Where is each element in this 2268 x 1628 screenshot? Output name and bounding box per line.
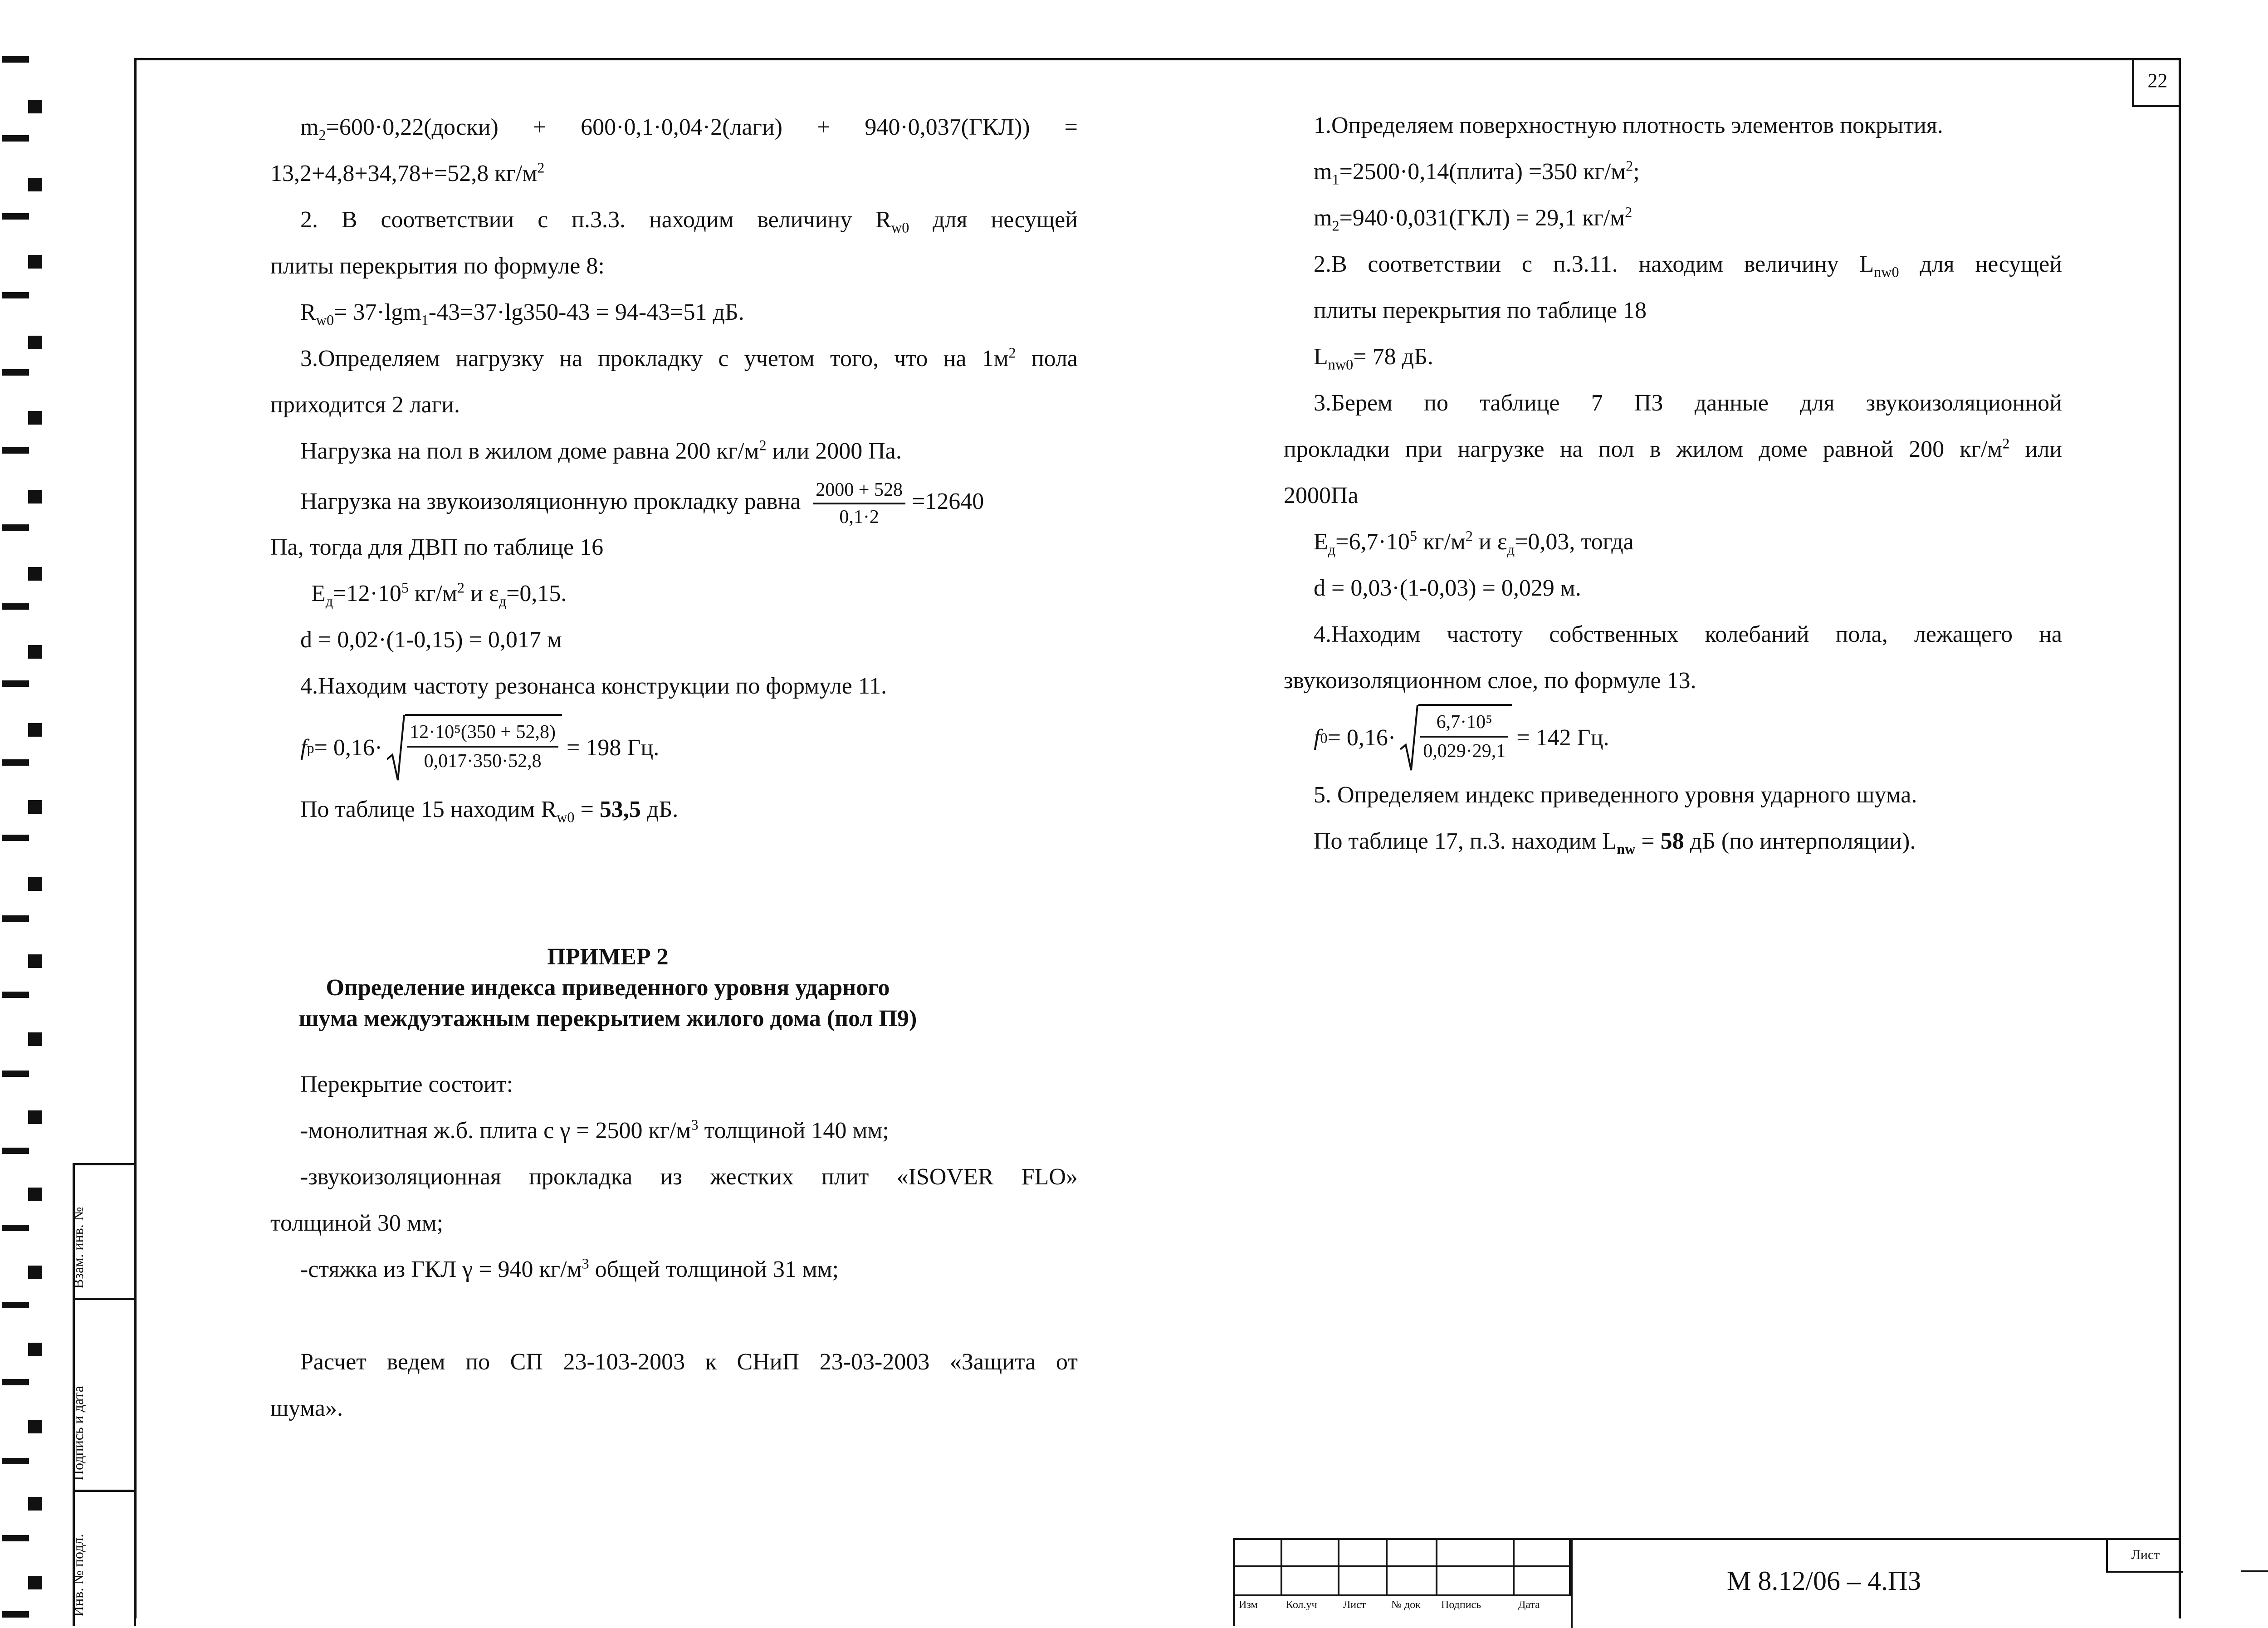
binding-mark [2,1379,29,1385]
tb-cell [1437,1540,1515,1567]
sheet-number-text: 22 [2147,69,2168,92]
binding-mark [28,723,42,737]
binding-mark [28,877,42,891]
superscript: 2 [1626,157,1633,174]
text: = 78 дБ. [1353,344,1433,370]
text: По таблице 15 находим R [300,797,557,822]
text: = 0,16· [1327,725,1396,751]
text: 5. Определяем индекс приведенного уровня ударного шума. [1314,782,1917,808]
binding-mark [28,1110,42,1124]
text: d = 0,02·(1-0,15) = 0,017 м [300,627,562,653]
sheet-label: Лист [2131,1547,2160,1562]
text: 13,2+4,8+34,78+=52,8 кг/м [270,161,538,186]
binding-mark [2,213,29,220]
right-column [1284,103,2062,865]
denominator: 0,017·350·52,8 [424,751,542,772]
text: Нагрузка на звукоизоляционную прокладку равна [300,489,801,514]
example-title: ПРИМЕР 2 [547,944,669,970]
step-2-line [270,197,1078,243]
binding-mark [28,1343,42,1356]
formula-f0: f 0 = 0,16· $\frac{\text{6,7·10⁵}}{0,029\cdot 29,1}$ = 142 Гц. [1284,704,2062,772]
binding-mark [28,1266,42,1279]
superscript: 2 [1625,204,1633,220]
text: d = 0,03·(1-0,03) = 0,029 м. [1314,575,1581,601]
denominator: 0,029·29,1 [1423,741,1506,762]
text: =0,15. [506,581,567,606]
binding-mark [28,490,42,504]
radicand [1418,704,1512,772]
text: m [300,114,319,140]
tb-cell [1282,1567,1339,1596]
tb-cell [1282,1540,1339,1567]
text: общей толщиной 31 мм; [589,1256,839,1282]
text: для несущей [1899,251,2062,277]
text: ; [1633,159,1640,185]
text: -43=37·lg350-43 = 94-43=51 дБ. [428,299,744,325]
denominator: 0,1·2 [839,507,879,528]
formula-m2 [1284,195,2062,241]
subscript: 1 [421,312,429,328]
tb-cell [1388,1540,1437,1567]
text: -стяжка из ГКЛ γ = 940 кг/м [300,1256,582,1282]
text: = 198 Гц. [567,735,660,761]
step-2-line-2 [270,243,1078,289]
stamp-inv [70,1490,136,1626]
subscript: д [1328,541,1336,558]
sheet-label-box [2106,1540,2183,1573]
step-3-line-2 [270,382,1078,428]
text: прокладки при нагрузке на пол в жилом доме равной 200 кг/м [1284,436,2003,462]
text: 2. В соответствии с п.3.3. находим величину R [300,207,891,233]
text: толщиной 140 мм; [698,1118,889,1144]
text: = 37·lgm [334,299,421,325]
text: =600·0,22(доски) + 600·0,1·0,04·2(лаги) + 940·0,037(ГКЛ)) = [326,114,1078,140]
superscript: 5 [1409,528,1417,544]
binding-edge [0,0,59,1626]
binding-mark [28,178,42,191]
binding-mark [2,1302,29,1308]
binding-mark [28,954,42,968]
step-2 [1284,241,2062,288]
binding-mark [28,100,42,113]
left-column [270,104,1078,833]
text: 3.Берем по таблице 7 ПЗ данные для звукоизоляционной [1314,390,2062,416]
binding-mark [2,369,29,376]
binding-mark [2,603,29,610]
binding-mark [2,680,29,687]
square-root [387,714,562,782]
text: и ε [464,581,499,606]
binding-mark [2,1148,29,1154]
binding-mark [2,1458,29,1464]
text: или [2009,436,2063,462]
tb-col-label: Кол.уч [1286,1599,1317,1611]
subscript: д [1507,541,1515,558]
text: кг/м [1422,529,1466,555]
example-subtitle: шума междуэтажным перекрытием жилого дома (пол П9) [298,1006,917,1032]
numerator: 2000 + 528 [813,477,905,504]
document-code: М 8.12/06 – 4.ПЗ [1727,1566,1921,1596]
stamp-label: Инв. № подл. [70,1534,86,1617]
text: Перекрытие состоит: [300,1071,513,1097]
text: =0,03, тогда [1515,529,1634,555]
radicand [405,714,562,782]
tb-cell [1235,1567,1282,1596]
subscript: w0 [891,219,909,236]
text: L [1314,344,1328,370]
tb-divider [1571,1540,1573,1628]
standard-ref [270,1339,1078,1385]
text: E [1314,529,1328,555]
formula-m1 [1284,149,2062,195]
text: 2000Па [1284,483,1359,508]
load-layer [270,474,1078,528]
title-block [1233,1538,2181,1626]
text: для несущей [909,207,1078,233]
binding-mark [2,915,29,922]
fraction [813,477,905,530]
example-body [270,1061,1078,1432]
ed-values [270,571,1078,617]
text: =2500·0,14(плита) =350 кг/м [1339,159,1626,185]
text: 3.Определяем нагрузку на прокладку с учетом того, что на 1м [300,346,1009,372]
text: дБ. [640,797,679,822]
binding-mark [2,1225,29,1231]
superscript: 3 [691,1116,699,1133]
text: 2.В соответствии с п.3.11. находим величину L [1314,251,1874,277]
text: кг/м [414,581,457,606]
formula-fp: f р = 0,16· $\frac{\text{12·10⁵(350 + 52,8)}}{0,017\cdot 350\cdot 52,8}$ = 198 Гц. [270,709,1078,787]
text: = [1635,828,1661,854]
superscript: 2 [457,579,465,596]
step-4-cont [1284,658,2062,704]
text: приходится 2 лаги. [270,392,460,418]
stamp-label: Подпись и дата [70,1386,86,1481]
step-4 [1284,611,2062,658]
title-block-grid [1235,1540,1571,1628]
tb-col-label: Изм [1239,1599,1258,1611]
text: По таблице 17, п.3. находим L [1314,828,1617,854]
binding-mark [2,1611,29,1618]
stamp-podpis [70,1298,136,1492]
radical-icon [387,714,405,782]
composition-item [270,1247,1078,1293]
example-heading [254,942,962,1034]
binding-mark [28,1032,42,1046]
text: = 142 Гц. [1516,725,1609,751]
subscript: 1 [1332,171,1339,188]
composition-heading [270,1061,1078,1108]
standard-ref-cont [270,1385,1078,1432]
numerator: 12·10⁵(350 + 52,8) [407,719,558,748]
lnw0-value [1284,334,2062,380]
text: =6,7·10 [1335,529,1410,555]
text: 1.Определяем поверхностную плотность элементов покрытия. [1314,112,1943,138]
result-lnw [1284,818,2062,865]
superscript: 2 [1008,344,1016,361]
text: Расчет ведем по СП 23-103-2003 к СНиП 23-03-2003 «Защита от [300,1349,1078,1375]
text: плиты перекрытия по формуле 8: [270,253,605,279]
bold-value: 53,5 [599,797,641,822]
tb-cell [1388,1567,1437,1596]
text: Па, тогда для ДВП по таблице 16 [270,534,604,560]
text: = [574,797,600,822]
tb-cell [1339,1540,1388,1567]
binding-mark [28,1188,42,1201]
radical-icon [1400,704,1418,772]
binding-mark [2,447,29,454]
text: дБ (по интерполяции). [1684,828,1916,854]
binding-mark [2,56,29,63]
text: = 0,16· [314,735,383,761]
step-3-line [270,336,1078,382]
binding-mark [2,1071,29,1077]
subscript: 2 [318,127,326,143]
subscript: w0 [316,312,334,328]
binding-mark [28,1576,42,1589]
binding-mark [2,835,29,841]
subscript: w0 [557,809,575,826]
formula-rw0 [270,289,1078,336]
example-subtitle: Определение индекса приведенного уровня ударного [326,975,890,1001]
sheet-number [2132,58,2181,107]
step-1 [1284,103,2062,149]
text: E [311,581,326,606]
text: -звукоизоляционная прокладка из жестких плит «ISOVER FLO» [300,1164,1078,1190]
dvp-table [270,524,1078,571]
step-5 [1284,772,2062,818]
superscript: 2 [759,437,767,454]
spacer [270,1293,1078,1339]
subscript: д [499,593,507,610]
stamp-vzam [70,1163,136,1300]
numerator: 6,7·10⁵ [1420,709,1508,738]
tb-cell [1515,1540,1571,1567]
step-2-cont [1284,288,2062,334]
step-4-line [270,663,1078,709]
text: пола [1016,346,1078,372]
text: -монолитная ж.б. плита с γ = 2500 кг/м [300,1118,691,1144]
text: шума». [270,1395,343,1421]
binding-mark [2,1535,29,1541]
superscript: 2 [537,159,545,176]
binding-mark [28,1497,42,1511]
text: толщиной 30 мм; [270,1210,444,1236]
text: 4.Находим частоту собственных колебаний пола, лежащего на [1314,621,2062,647]
binding-mark [28,1420,42,1433]
composition-item [270,1154,1078,1200]
binding-mark [2,524,29,531]
text: =12·10 [333,581,401,606]
square-root [1400,704,1512,772]
tb-col-label: № док [1391,1599,1421,1611]
text: звукоизоляционном слое, по формуле 13. [1284,668,1696,694]
text: плиты перекрытия по таблице 18 [1314,298,1647,323]
composition-item-cont [270,1200,1078,1247]
tb-cell [1235,1540,1282,1567]
superscript: 2 [2002,435,2010,452]
text: Нагрузка на пол в жилом доме равна 200 кг/м [300,438,759,464]
formula-d [1284,565,2062,611]
composition-item [270,1108,1078,1154]
result-rw0 [270,787,1078,833]
tb-col-label: Лист [1343,1599,1366,1611]
tb-cell [1437,1567,1515,1596]
text: R [300,299,316,325]
binding-mark [28,336,42,349]
bold-value: 58 [1660,828,1684,854]
subscript: nw0 [1328,356,1354,373]
superscript: 2 [1465,528,1473,544]
tb-cell [1339,1567,1388,1596]
text: и ε [1473,529,1507,555]
binding-mark [2,135,29,142]
step-3-cont [1284,426,2062,473]
binding-mark [2,292,29,298]
text: =12640 [911,489,984,514]
text: 4.Находим частоту резонанса конструкции по формуле 11. [300,673,887,699]
load-floor [270,428,1078,474]
binding-mark [28,800,42,814]
binding-mark [28,645,42,659]
text: f [1314,725,1320,751]
tb-col-label: Дата [1518,1599,1540,1611]
stamp-label: Взам. инв. № [70,1207,86,1289]
step-3 [1284,380,2062,426]
text: f [300,735,307,761]
subscript: nw [1617,841,1636,857]
binding-mark [28,255,42,269]
tb-cell [1515,1567,1571,1596]
subscript: nw0 [1874,264,1899,280]
text: m [1314,205,1332,231]
formula-d [270,617,1078,663]
formula-m2-result [270,151,1078,197]
superscript: 5 [401,579,409,596]
text: или 2000 Па. [766,438,902,464]
formula-m2 [270,104,1078,151]
tb-col-label: Подпись [1441,1599,1481,1611]
superscript: 3 [582,1255,589,1272]
edge-rule [2241,1570,2268,1572]
subscript: д [325,593,333,610]
binding-mark [28,567,42,581]
step-3-cont-2 [1284,473,2062,519]
binding-mark [2,992,29,998]
binding-mark [2,759,29,766]
text: m [1314,159,1332,185]
text: =940·0,031(ГКЛ) = 29,1 кг/м [1339,205,1625,231]
binding-mark [28,411,42,425]
subscript: 2 [1332,217,1339,234]
ed-values [1284,519,2062,565]
